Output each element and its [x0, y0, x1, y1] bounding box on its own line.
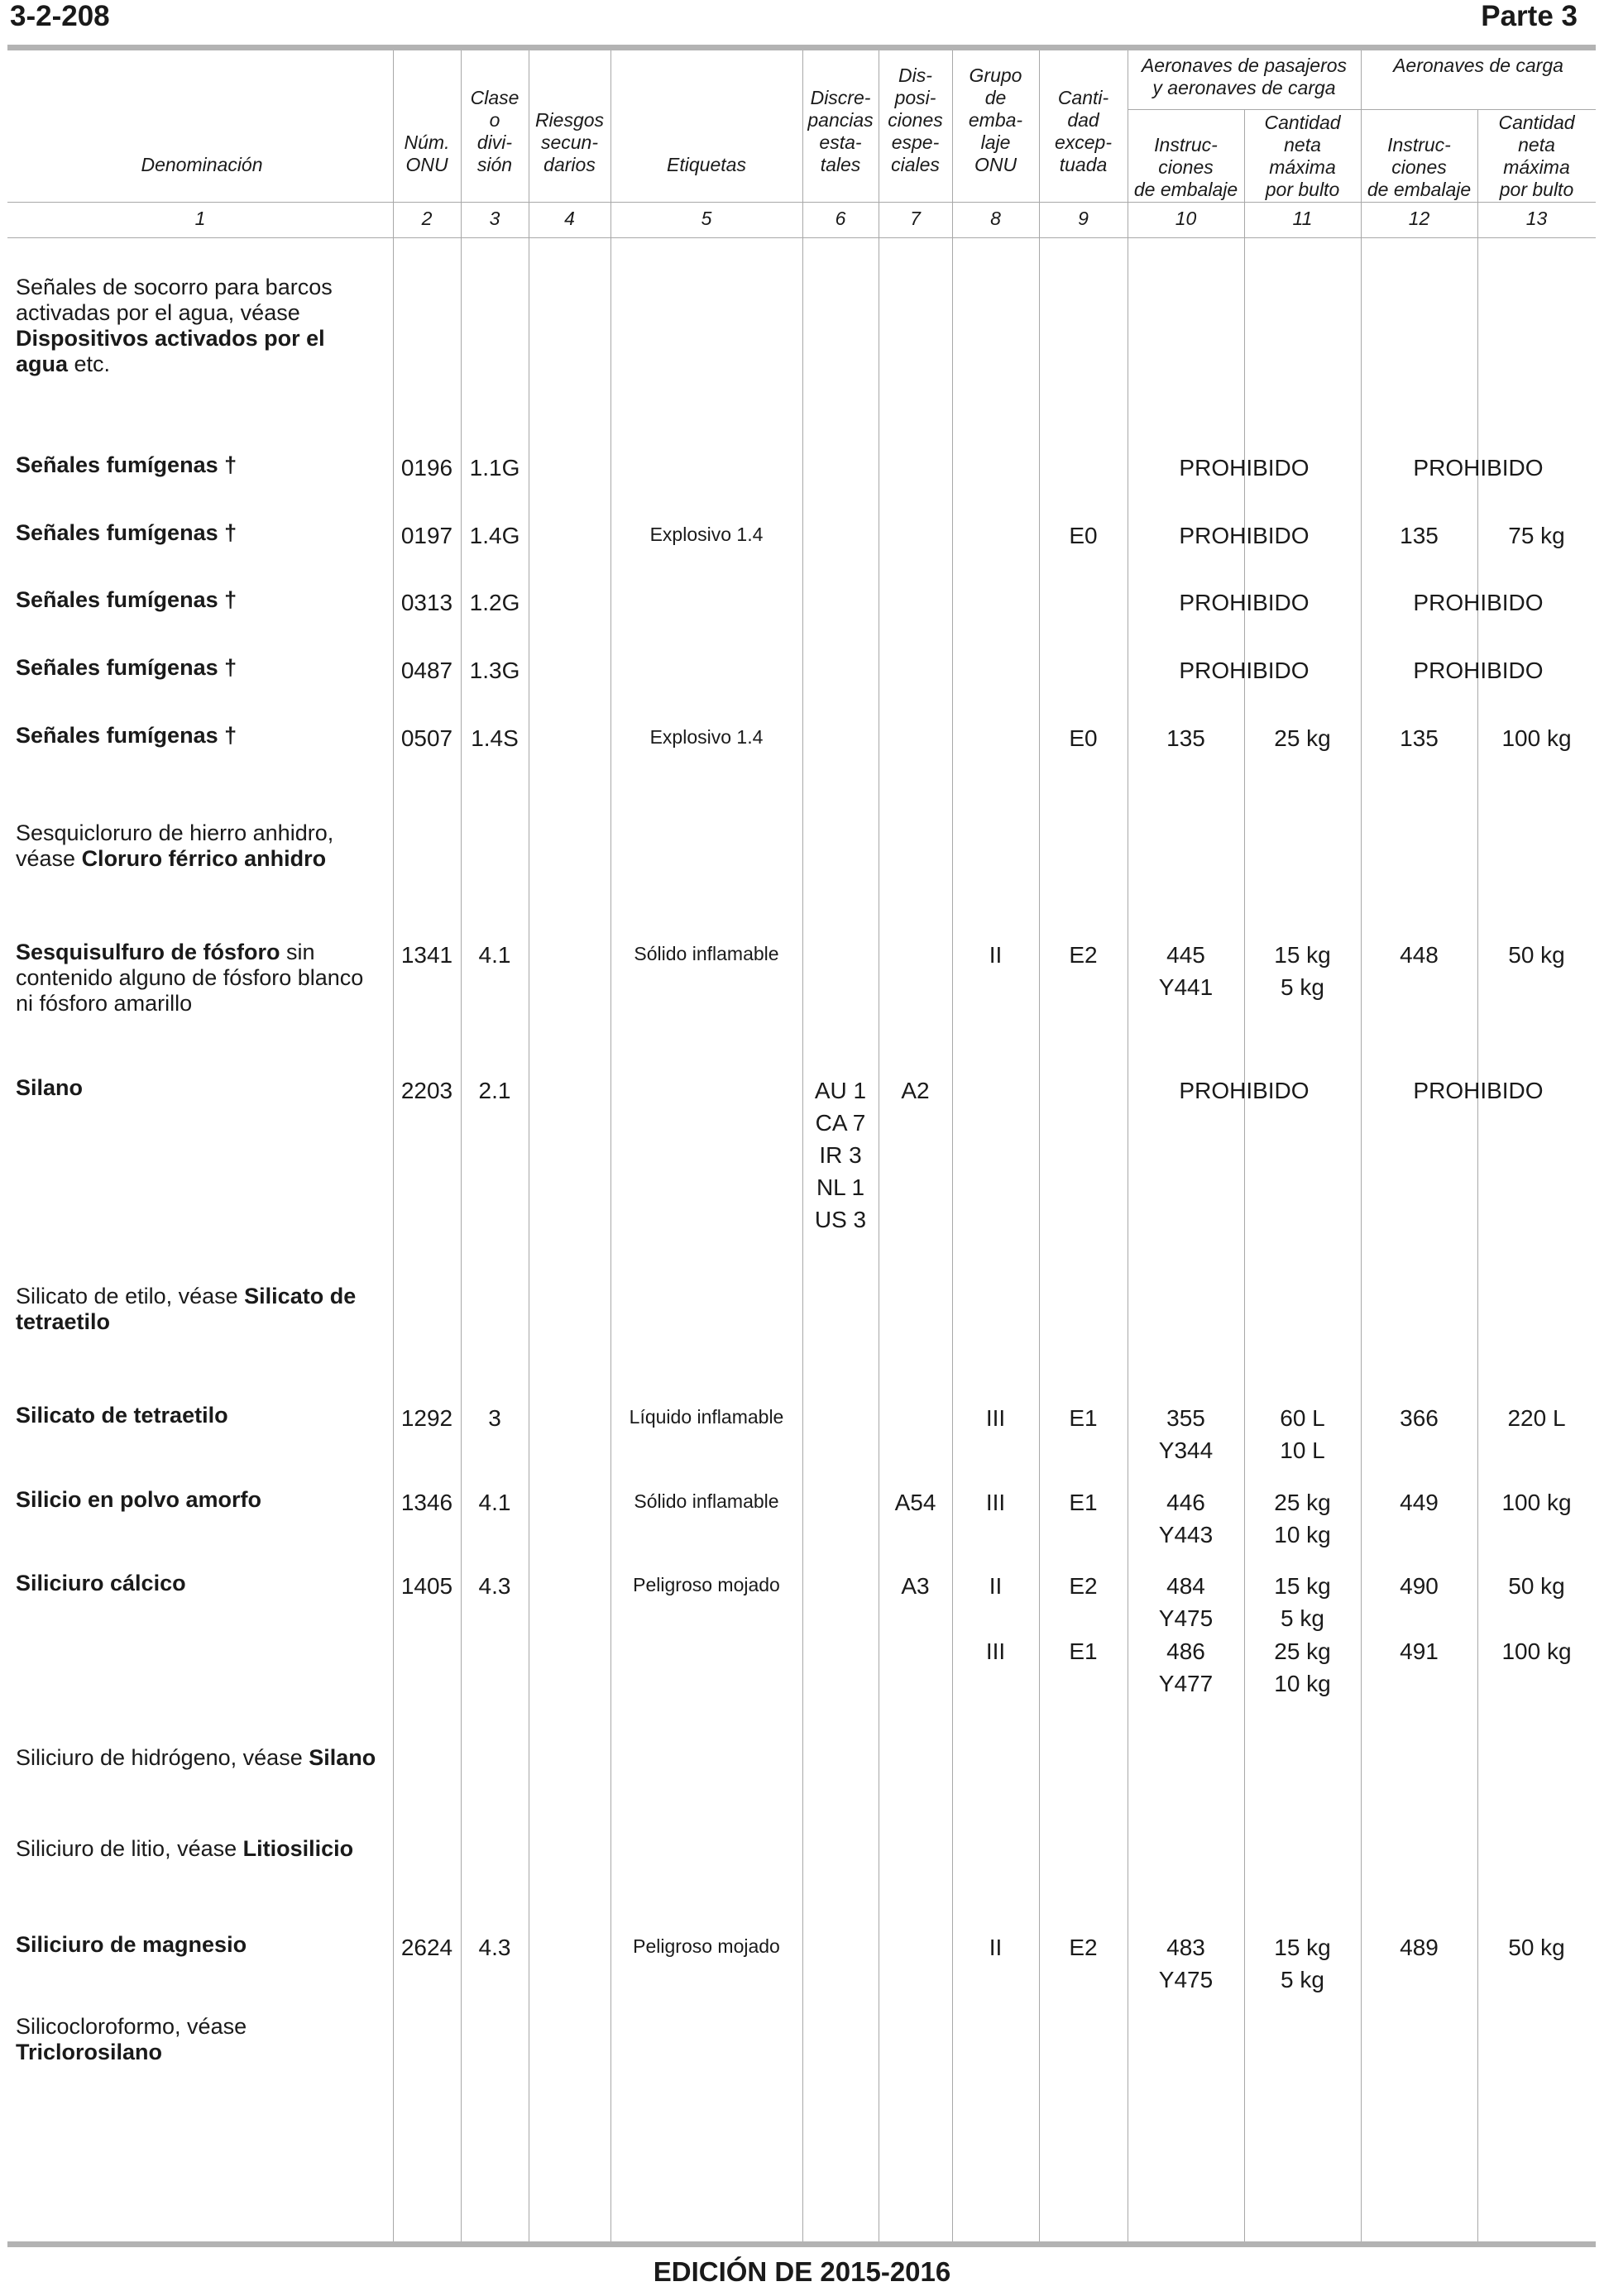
cell-p-instrucciones-y: Y443 — [1158, 1522, 1214, 1547]
header-subgroup-line — [1128, 109, 1596, 110]
cell-etiqueta: Peligroso mojado — [633, 1574, 780, 1595]
cell-num-onu: 0197 — [400, 523, 453, 548]
cell-cantidad-exceptuada: E0 — [1069, 725, 1098, 751]
cell-grupo: III — [985, 1405, 1006, 1431]
cell-discrepancia: CA 7 — [815, 1110, 866, 1136]
reference-text: sin contenido alguno de fósforo blanco ni fósforo amarillo — [16, 940, 364, 1016]
row-denominacion — [16, 1745, 380, 1771]
cell-p-cantidad-neta-y: 10 kg — [1274, 1671, 1331, 1696]
cell-c-cantidad-neta: 100 kg — [1501, 1490, 1572, 1515]
cell-p-instrucciones-y: Y475 — [1158, 1605, 1214, 1631]
cell-c-instrucciones: 135 — [1400, 523, 1439, 548]
cell-discrepancia: IR 3 — [819, 1142, 862, 1168]
reference-text: etc. — [68, 352, 111, 376]
column-divider — [1477, 109, 1478, 2241]
column-number: 10 — [1175, 208, 1197, 229]
cell-cantidad-exceptuada: E0 — [1069, 523, 1098, 548]
cell-num-onu: 0507 — [400, 725, 453, 751]
cell-p-instrucciones: 355 — [1166, 1405, 1205, 1431]
column-number: 4 — [564, 208, 575, 229]
header-denominacion: Denominación — [141, 154, 263, 175]
reference-name: Silano — [309, 1745, 376, 1770]
row-denominacion — [16, 2014, 380, 2065]
substance-name: Señales fumígenas † — [16, 655, 237, 680]
cell-c-instrucciones: 135 — [1400, 725, 1439, 751]
cell-p-instrucciones: 484 — [1166, 1573, 1205, 1599]
substance-name: Siliciuro cálcico — [16, 1571, 186, 1595]
cell-c-instrucciones: 366 — [1400, 1405, 1439, 1431]
header-pasajeros-group: Aeronaves de pasajeros y aeronaves de carga — [1141, 55, 1348, 98]
cell-c-cantidad-neta: 50 kg — [1508, 1935, 1565, 1960]
cell-num-onu: 2624 — [400, 1935, 453, 1960]
cell-p-cantidad-neta: 25 kg — [1274, 1638, 1331, 1664]
cell-clase: 1.1G — [469, 455, 520, 481]
column-number: 3 — [489, 208, 500, 229]
row-denominacion — [16, 275, 380, 377]
cell-p-instrucciones: 486 — [1166, 1638, 1205, 1664]
row-denominacion — [16, 452, 380, 478]
cell-carga-prohibido: PROHIBIDO — [1413, 1078, 1544, 1103]
cell-etiqueta: Explosivo 1.4 — [649, 726, 764, 748]
cell-c-instrucciones: 449 — [1400, 1490, 1439, 1515]
substance-name: Señales fumígenas † — [16, 723, 237, 748]
cell-num-onu: 0313 — [400, 590, 453, 615]
header-p-cantidad-neta: Cantidad neta máxima por bulto — [1264, 112, 1341, 200]
cell-clase: 4.1 — [478, 1490, 511, 1515]
row-denominacion — [16, 820, 380, 872]
reference-name: Cloruro férrico anhidro — [81, 846, 327, 871]
cell-num-onu: 0196 — [400, 455, 453, 481]
reference-text: Siliciuro de litio, véase — [16, 1836, 243, 1861]
top-rule — [7, 45, 1596, 50]
cell-disposicion: A3 — [901, 1573, 930, 1599]
cell-clase: 4.3 — [478, 1935, 511, 1960]
cell-grupo: II — [989, 1935, 1003, 1960]
column-number: 8 — [990, 208, 1001, 229]
reference-text: Silicocloroformo, véase — [16, 2014, 247, 2039]
cell-clase: 2.1 — [478, 1078, 511, 1103]
substance-name: Señales fumígenas † — [16, 452, 237, 477]
cell-pasajeros-prohibido: PROHIBIDO — [1179, 1078, 1310, 1103]
cell-clase: 1.2G — [469, 590, 520, 615]
column-number: 12 — [1408, 208, 1430, 229]
cell-carga-prohibido: PROHIBIDO — [1413, 455, 1544, 481]
cell-disposicion: A2 — [901, 1078, 930, 1103]
cell-c-cantidad-neta: 50 kg — [1508, 1573, 1565, 1599]
reference-name: Dispositivos activados por el agua — [16, 326, 325, 376]
row-denominacion — [16, 1932, 380, 1958]
header-clase: Clase o divi- sión — [470, 87, 520, 175]
cell-c-instrucciones: 489 — [1400, 1935, 1439, 1960]
header-riesgos: Riesgos secun- darios — [534, 109, 605, 175]
cell-c-cantidad-neta: 220 L — [1507, 1405, 1566, 1431]
cell-clase: 1.4G — [469, 523, 520, 548]
footer-edition: EDICIÓN DE 2015-2016 — [653, 2256, 951, 2287]
row-denominacion — [16, 1075, 380, 1101]
cell-p-cantidad-neta-y: 5 kg — [1281, 1605, 1324, 1631]
substance-name: Señales fumígenas † — [16, 520, 237, 545]
cell-clase: 1.3G — [469, 658, 520, 683]
cell-p-instrucciones-y: Y441 — [1158, 974, 1214, 1000]
reference-name: Litiosilicio — [242, 1836, 354, 1861]
header-bottom-line — [7, 202, 1596, 203]
cell-clase: 3 — [488, 1405, 501, 1431]
cell-pasajeros-prohibido: PROHIBIDO — [1179, 523, 1310, 548]
row-denominacion — [16, 587, 380, 613]
cell-p-instrucciones-y: Y477 — [1158, 1671, 1214, 1696]
header-disposiciones: Dis- posi- ciones espe- ciales — [888, 65, 943, 175]
reference-text: Sesquicloruro de hierro anhidro, véase — [16, 820, 334, 871]
column-number: 1 — [194, 208, 206, 229]
cell-c-instrucciones: 491 — [1400, 1638, 1439, 1664]
cell-etiqueta: Peligroso mojado — [633, 1935, 780, 1957]
column-divider — [952, 50, 953, 2241]
cell-discrepancia: NL 1 — [816, 1174, 865, 1200]
cell-cantidad-exceptuada: E1 — [1069, 1638, 1098, 1664]
cell-p-cantidad-neta-y: 5 kg — [1281, 1967, 1324, 1992]
cell-p-instrucciones: 446 — [1166, 1490, 1205, 1515]
cell-num-onu: 1405 — [400, 1573, 453, 1599]
cell-cantidad-exceptuada: E1 — [1069, 1490, 1098, 1515]
row-denominacion — [16, 1403, 380, 1428]
header-c-instrucciones: Instruc- ciones de embalaje — [1367, 134, 1472, 200]
cell-p-cantidad-neta: 60 L — [1280, 1405, 1325, 1431]
column-number: 2 — [421, 208, 433, 229]
cell-etiqueta: Líquido inflamable — [629, 1406, 784, 1428]
cell-grupo: III — [985, 1490, 1006, 1515]
cell-clase: 4.3 — [478, 1573, 511, 1599]
cell-num-onu: 1292 — [400, 1405, 453, 1431]
reference-name: Triclorosilano — [16, 2040, 163, 2064]
cell-etiqueta: Sólido inflamable — [634, 1490, 779, 1512]
header-c-cantidad-neta: Cantidad neta máxima por bulto — [1498, 112, 1575, 200]
reference-name: Silicato de tetraetilo — [16, 1284, 357, 1334]
bottom-rule — [7, 2241, 1596, 2247]
cell-c-cantidad-neta: 75 kg — [1508, 523, 1565, 548]
cell-disposicion: A54 — [894, 1490, 936, 1515]
row-denominacion — [16, 1487, 380, 1513]
cell-cantidad-exceptuada: E2 — [1069, 942, 1098, 968]
cell-grupo: II — [989, 1573, 1003, 1599]
cell-etiqueta: Sólido inflamable — [634, 943, 779, 964]
cell-num-onu: 1346 — [400, 1490, 453, 1515]
cell-p-cantidad-neta: 25 kg — [1274, 1490, 1331, 1515]
header-etiquetas: Etiquetas — [667, 154, 746, 175]
cell-clase: 4.1 — [478, 942, 511, 968]
row-denominacion — [16, 1571, 380, 1596]
cell-num-onu: 2203 — [400, 1078, 453, 1103]
cell-etiqueta: Explosivo 1.4 — [649, 524, 764, 545]
cell-carga-prohibido: PROHIBIDO — [1413, 658, 1544, 683]
cell-grupo: III — [985, 1638, 1006, 1664]
column-numbers-line — [7, 237, 1596, 238]
cell-p-instrucciones: 483 — [1166, 1935, 1205, 1960]
header-grupo: Grupo de emba- laje ONU — [968, 65, 1023, 175]
cell-p-instrucciones: 445 — [1166, 942, 1205, 968]
cell-discrepancia: US 3 — [814, 1207, 867, 1232]
cell-p-cantidad-neta-y: 10 L — [1280, 1437, 1325, 1463]
cell-p-cantidad-neta-y: 5 kg — [1281, 974, 1324, 1000]
part-label: Parte 3 — [1481, 0, 1578, 32]
header-p-instrucciones: Instruc- ciones de embalaje — [1133, 134, 1238, 200]
cell-p-instrucciones-y: Y475 — [1158, 1967, 1214, 1992]
cell-p-cantidad-neta: 15 kg — [1274, 1935, 1331, 1960]
cell-cantidad-exceptuada: E2 — [1069, 1935, 1098, 1960]
substance-name: Silicio en polvo amorfo — [16, 1487, 262, 1512]
reference-name: Sesquisulfuro de fósforo — [16, 940, 280, 964]
cell-num-onu: 0487 — [400, 658, 453, 683]
column-divider — [1039, 50, 1040, 2241]
substance-name: Silicato de tetraetilo — [16, 1403, 228, 1428]
column-divider — [461, 50, 462, 2241]
row-denominacion — [16, 723, 380, 749]
cell-p-cantidad-neta: 25 kg — [1274, 725, 1331, 751]
header-discrepancias: Discre- pancias esta- tales — [807, 87, 874, 175]
row-denominacion — [16, 520, 380, 546]
cell-c-instrucciones: 448 — [1400, 942, 1439, 968]
row-denominacion — [16, 655, 380, 681]
page-number: 3-2-208 — [10, 0, 110, 32]
cell-pasajeros-prohibido: PROHIBIDO — [1179, 455, 1310, 481]
column-number: 13 — [1525, 208, 1548, 229]
column-number: 9 — [1078, 208, 1089, 229]
header-carga-group: Aeronaves de carga — [1393, 55, 1563, 76]
column-number: 7 — [910, 208, 921, 229]
cell-discrepancia: AU 1 — [814, 1078, 867, 1103]
cell-pasajeros-prohibido: PROHIBIDO — [1179, 658, 1310, 683]
cell-cantidad-exceptuada: E1 — [1069, 1405, 1098, 1431]
column-divider — [1244, 109, 1245, 2241]
substance-name: Silano — [16, 1075, 84, 1100]
cell-p-instrucciones-y: Y344 — [1158, 1437, 1214, 1463]
cell-c-cantidad-neta: 100 kg — [1501, 1638, 1572, 1664]
row-denominacion — [16, 940, 380, 1016]
cell-p-instrucciones: 135 — [1166, 725, 1205, 751]
cell-p-cantidad-neta: 15 kg — [1274, 1573, 1331, 1599]
column-number: 5 — [701, 208, 712, 229]
cell-cantidad-exceptuada: E2 — [1069, 1573, 1098, 1599]
cell-pasajeros-prohibido: PROHIBIDO — [1179, 590, 1310, 615]
cell-carga-prohibido: PROHIBIDO — [1413, 590, 1544, 615]
cell-c-instrucciones: 490 — [1400, 1573, 1439, 1599]
cell-p-cantidad-neta-y: 10 kg — [1274, 1522, 1331, 1547]
reference-text: Siliciuro de hidrógeno, véase — [16, 1745, 309, 1770]
header-num-onu: Núm. ONU — [404, 132, 450, 175]
reference-text: Silicato de etilo, véase — [16, 1284, 245, 1308]
cell-clase: 1.4S — [471, 725, 519, 751]
substance-name: Señales fumígenas † — [16, 587, 237, 612]
cell-num-onu: 1341 — [400, 942, 453, 968]
row-denominacion — [16, 1284, 380, 1335]
cell-c-cantidad-neta: 50 kg — [1508, 942, 1565, 968]
header-cantidad: Canti- dad excep- tuada — [1054, 87, 1113, 175]
row-denominacion — [16, 1836, 380, 1862]
column-divider — [1361, 50, 1362, 2241]
column-number: 11 — [1292, 208, 1313, 229]
reference-text: Señales de socorro para barcos activadas por el agua, véase — [16, 275, 333, 325]
cell-c-cantidad-neta: 100 kg — [1501, 725, 1572, 751]
column-divider — [393, 50, 394, 2241]
cell-p-cantidad-neta: 15 kg — [1274, 942, 1331, 968]
substance-name: Siliciuro de magnesio — [16, 1932, 247, 1957]
column-divider — [610, 50, 611, 2241]
column-number: 6 — [835, 208, 846, 229]
cell-grupo: II — [989, 942, 1003, 968]
